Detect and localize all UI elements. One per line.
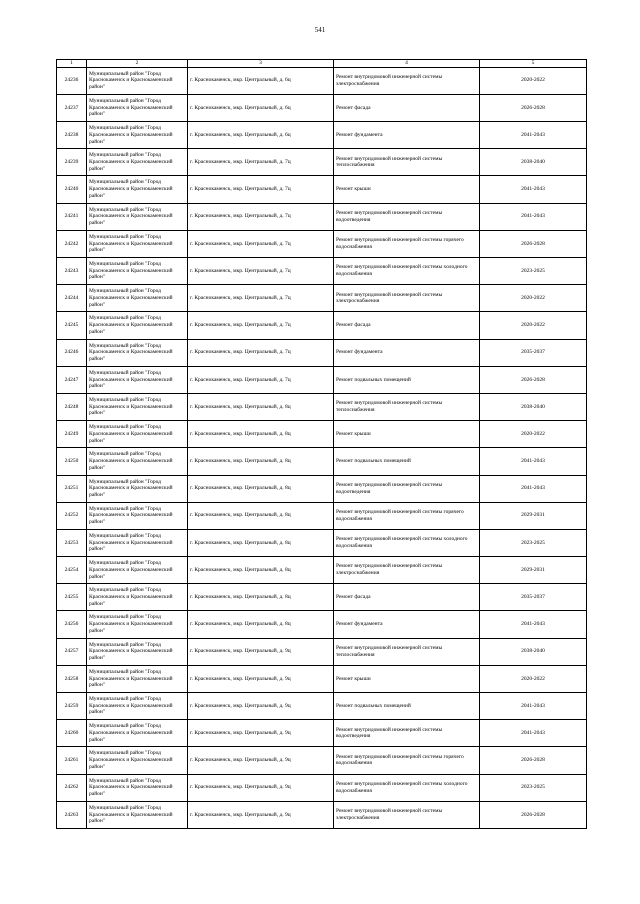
municipality-cell: Муниципальный район "Город Краснокаменск и Краснокаменский район" bbox=[87, 393, 188, 420]
work-type-cell: Ремонт внутридомовой инженерной системы электроснабжения bbox=[334, 557, 480, 584]
address-cell: г. Краснокаменск, мкр. Центральный, д. 7ц bbox=[188, 203, 334, 230]
municipality-cell: Муниципальный район "Город Краснокаменск и Краснокаменский район" bbox=[87, 203, 188, 230]
work-type-cell: Ремонт фасада bbox=[334, 94, 480, 121]
municipality-cell: Муниципальный район "Город Краснокаменск и Краснокаменский район" bbox=[87, 421, 188, 448]
table-row bbox=[57, 312, 587, 339]
row-number: 24254 bbox=[57, 557, 87, 584]
address-cell: г. Краснокаменск, мкр. Центральный, д. 8ц bbox=[188, 529, 334, 556]
municipality-cell: Муниципальный район "Город Краснокаменск и Краснокаменский район" bbox=[87, 693, 188, 720]
work-type-cell: Ремонт фундамента bbox=[334, 122, 480, 149]
row-number: 24242 bbox=[57, 230, 87, 257]
address-cell: г. Краснокаменск, мкр. Центральный, д. 8ц bbox=[188, 448, 334, 475]
work-type-cell: Ремонт внутридомовой инженерной системы горячего водоснабжения bbox=[334, 230, 480, 257]
address-cell: г. Краснокаменск, мкр. Центральный, д. 8ц bbox=[188, 475, 334, 502]
row-number: 24247 bbox=[57, 366, 87, 393]
period-cell: 2041-2043 bbox=[480, 122, 587, 149]
address-cell: г. Краснокаменск, мкр. Центральный, д. 9ц bbox=[188, 747, 334, 774]
address-cell: г. Краснокаменск, мкр. Центральный, д. 8ц bbox=[188, 421, 334, 448]
work-type-cell: Ремонт внутридомовой инженерной системы горячего водоснабжения bbox=[334, 502, 480, 529]
table-row bbox=[57, 366, 587, 393]
municipality-cell: Муниципальный район "Город Краснокаменск и Краснокаменский район" bbox=[87, 557, 188, 584]
work-type-cell: Ремонт крыши bbox=[334, 665, 480, 692]
period-cell: 2026-2028 bbox=[480, 747, 587, 774]
period-cell: 2020-2022 bbox=[480, 67, 587, 94]
row-number: 24251 bbox=[57, 475, 87, 502]
address-cell: г. Краснокаменск, мкр. Центральный, д. 9ц bbox=[188, 774, 334, 801]
row-number: 24246 bbox=[57, 339, 87, 366]
period-cell: 2026-2028 bbox=[480, 366, 587, 393]
work-type-cell: Ремонт внутридомовой инженерной системы теплоснабжения bbox=[334, 393, 480, 420]
period-cell: 2038-2040 bbox=[480, 149, 587, 176]
table-row bbox=[57, 285, 587, 312]
row-number: 24258 bbox=[57, 665, 87, 692]
work-type-cell: Ремонт внутридомовой инженерной системы теплоснабжения bbox=[334, 149, 480, 176]
address-cell: г. Краснокаменск, мкр. Центральный, д. 8ц bbox=[188, 584, 334, 611]
column-header: 4 bbox=[334, 60, 480, 68]
work-type-cell: Ремонт внутридомовой инженерной системы электроснабжения bbox=[334, 801, 480, 828]
address-cell: г. Краснокаменск, мкр. Центральный, д. 7ц bbox=[188, 230, 334, 257]
period-cell: 2029-2031 bbox=[480, 557, 587, 584]
period-cell: 2020-2022 bbox=[480, 312, 587, 339]
period-cell: 2035-2037 bbox=[480, 339, 587, 366]
municipality-cell: Муниципальный район "Город Краснокаменск и Краснокаменский район" bbox=[87, 339, 188, 366]
period-cell: 2020-2022 bbox=[480, 421, 587, 448]
municipality-cell: Муниципальный район "Город Краснокаменск и Краснокаменский район" bbox=[87, 720, 188, 747]
table-row bbox=[57, 774, 587, 801]
table-row bbox=[57, 203, 587, 230]
row-number: 24263 bbox=[57, 801, 87, 828]
row-number: 24255 bbox=[57, 584, 87, 611]
period-cell: 2029-2031 bbox=[480, 502, 587, 529]
row-number: 24244 bbox=[57, 285, 87, 312]
table-row bbox=[57, 638, 587, 665]
table-row bbox=[57, 149, 587, 176]
municipality-cell: Муниципальный район "Город Краснокаменск и Краснокаменский район" bbox=[87, 801, 188, 828]
row-number: 24253 bbox=[57, 529, 87, 556]
address-cell: г. Краснокаменск, мкр. Центральный, д. 7ц bbox=[188, 366, 334, 393]
work-type-cell: Ремонт внутридомовой инженерной системы водоотведения bbox=[334, 475, 480, 502]
address-cell: г. Краснокаменск, мкр. Центральный, д. 6ц bbox=[188, 122, 334, 149]
work-type-cell: Ремонт внутридомовой инженерной системы холодного водоснабжения bbox=[334, 258, 480, 285]
municipality-cell: Муниципальный район "Город Краснокаменск и Краснокаменский район" bbox=[87, 638, 188, 665]
work-type-cell: Ремонт внутридомовой инженерной системы горячего водоснабжения bbox=[334, 747, 480, 774]
address-cell: г. Краснокаменск, мкр. Центральный, д. 9ц bbox=[188, 720, 334, 747]
column-number-row bbox=[57, 60, 587, 68]
work-type-cell: Ремонт фундамента bbox=[334, 339, 480, 366]
address-cell: г. Краснокаменск, мкр. Центральный, д. 7ц bbox=[188, 176, 334, 203]
work-type-cell: Ремонт внутридомовой инженерной системы электроснабжения bbox=[334, 285, 480, 312]
table-row bbox=[57, 529, 587, 556]
period-cell: 2038-2040 bbox=[480, 393, 587, 420]
row-number: 24260 bbox=[57, 720, 87, 747]
work-type-cell: Ремонт подвальных помещений bbox=[334, 448, 480, 475]
municipality-cell: Муниципальный район "Город Краснокаменск и Краснокаменский район" bbox=[87, 584, 188, 611]
row-number: 24256 bbox=[57, 611, 87, 638]
period-cell: 2023-2025 bbox=[480, 529, 587, 556]
period-cell: 2041-2043 bbox=[480, 693, 587, 720]
work-type-cell: Ремонт подвальных помещений bbox=[334, 366, 480, 393]
period-cell: 2023-2025 bbox=[480, 258, 587, 285]
table-row bbox=[57, 475, 587, 502]
period-cell: 2023-2025 bbox=[480, 774, 587, 801]
table-row bbox=[57, 584, 587, 611]
table-row bbox=[57, 94, 587, 121]
row-number: 24245 bbox=[57, 312, 87, 339]
municipality-cell: Муниципальный район "Город Краснокаменск и Краснокаменский район" bbox=[87, 366, 188, 393]
municipality-cell: Муниципальный район "Город Краснокаменск и Краснокаменский район" bbox=[87, 258, 188, 285]
address-cell: г. Краснокаменск, мкр. Центральный, д. 9ц bbox=[188, 801, 334, 828]
period-cell: 2041-2043 bbox=[480, 611, 587, 638]
period-cell: 2041-2043 bbox=[480, 475, 587, 502]
work-type-cell: Ремонт фундамента bbox=[334, 611, 480, 638]
table-row bbox=[57, 720, 587, 747]
work-type-cell: Ремонт фасада bbox=[334, 584, 480, 611]
table-row bbox=[57, 67, 587, 94]
municipality-cell: Муниципальный район "Город Краснокаменск и Краснокаменский район" bbox=[87, 149, 188, 176]
municipality-cell: Муниципальный район "Город Краснокаменск и Краснокаменский район" bbox=[87, 176, 188, 203]
row-number: 24243 bbox=[57, 258, 87, 285]
period-cell: 2041-2043 bbox=[480, 203, 587, 230]
municipality-cell: Муниципальный район "Город Краснокаменск и Краснокаменский район" bbox=[87, 448, 188, 475]
municipality-cell: Муниципальный район "Город Краснокаменск и Краснокаменский район" bbox=[87, 774, 188, 801]
table-row bbox=[57, 339, 587, 366]
table-row bbox=[57, 393, 587, 420]
work-type-cell: Ремонт фасада bbox=[334, 312, 480, 339]
column-header: 2 bbox=[87, 60, 188, 68]
municipality-cell: Муниципальный район "Город Краснокаменск и Краснокаменский район" bbox=[87, 665, 188, 692]
table-row bbox=[57, 801, 587, 828]
work-type-cell: Ремонт внутридомовой инженерной системы теплоснабжения bbox=[334, 638, 480, 665]
municipality-cell: Муниципальный район "Город Краснокаменск и Краснокаменский район" bbox=[87, 230, 188, 257]
column-header: 5 bbox=[480, 60, 587, 68]
table-row bbox=[57, 665, 587, 692]
row-number: 24259 bbox=[57, 693, 87, 720]
row-number: 24262 bbox=[57, 774, 87, 801]
period-cell: 2020-2022 bbox=[480, 665, 587, 692]
work-type-cell: Ремонт крыши bbox=[334, 176, 480, 203]
table-row bbox=[57, 230, 587, 257]
municipality-cell: Муниципальный район "Город Краснокаменск и Краснокаменский район" bbox=[87, 747, 188, 774]
municipality-cell: Муниципальный район "Город Краснокаменск и Краснокаменский район" bbox=[87, 502, 188, 529]
row-number: 24250 bbox=[57, 448, 87, 475]
municipality-cell: Муниципальный район "Город Краснокаменск и Краснокаменский район" bbox=[87, 285, 188, 312]
table-row bbox=[57, 693, 587, 720]
table-row bbox=[57, 747, 587, 774]
municipality-cell: Муниципальный район "Город Краснокаменск и Краснокаменский район" bbox=[87, 312, 188, 339]
municipality-cell: Муниципальный район "Город Краснокаменск и Краснокаменский район" bbox=[87, 122, 188, 149]
municipality-cell: Муниципальный район "Город Краснокаменск и Краснокаменский район" bbox=[87, 475, 188, 502]
address-cell: г. Краснокаменск, мкр. Центральный, д. 8ц bbox=[188, 393, 334, 420]
table-row bbox=[57, 448, 587, 475]
table-row bbox=[57, 421, 587, 448]
work-type-cell: Ремонт крыши bbox=[334, 421, 480, 448]
row-number: 24240 bbox=[57, 176, 87, 203]
address-cell: г. Краснокаменск, мкр. Центральный, д. 9ц bbox=[188, 638, 334, 665]
registry-table bbox=[56, 59, 587, 829]
column-header: 1 bbox=[57, 60, 87, 68]
address-cell: г. Краснокаменск, мкр. Центральный, д. 8ц bbox=[188, 611, 334, 638]
address-cell: г. Краснокаменск, мкр. Центральный, д. 6ц bbox=[188, 67, 334, 94]
address-cell: г. Краснокаменск, мкр. Центральный, д. 9ц bbox=[188, 665, 334, 692]
table-body bbox=[57, 67, 587, 828]
work-type-cell: Ремонт внутридомовой инженерной системы электроснабжения bbox=[334, 67, 480, 94]
municipality-cell: Муниципальный район "Город Краснокаменск и Краснокаменский район" bbox=[87, 529, 188, 556]
work-type-cell: Ремонт внутридомовой инженерной системы водоотведения bbox=[334, 720, 480, 747]
address-cell: г. Краснокаменск, мкр. Центральный, д. 7ц bbox=[188, 285, 334, 312]
column-header: 3 bbox=[188, 60, 334, 68]
period-cell: 2041-2043 bbox=[480, 720, 587, 747]
row-number: 24238 bbox=[57, 122, 87, 149]
row-number: 24249 bbox=[57, 421, 87, 448]
table-row bbox=[57, 122, 587, 149]
work-type-cell: Ремонт внутридомовой инженерной системы холодного водоснабжения bbox=[334, 774, 480, 801]
period-cell: 2026-2028 bbox=[480, 801, 587, 828]
table-row bbox=[57, 611, 587, 638]
work-type-cell: Ремонт внутридомовой инженерной системы водоотведения bbox=[334, 203, 480, 230]
address-cell: г. Краснокаменск, мкр. Центральный, д. 8ц bbox=[188, 557, 334, 584]
row-number: 24241 bbox=[57, 203, 87, 230]
work-type-cell: Ремонт внутридомовой инженерной системы холодного водоснабжения bbox=[334, 529, 480, 556]
address-cell: г. Краснокаменск, мкр. Центральный, д. 7ц bbox=[188, 339, 334, 366]
address-cell: г. Краснокаменск, мкр. Центральный, д. 8ц bbox=[188, 502, 334, 529]
table-row bbox=[57, 176, 587, 203]
period-cell: 2035-2037 bbox=[480, 584, 587, 611]
municipality-cell: Муниципальный район "Город Краснокаменск и Краснокаменский район" bbox=[87, 94, 188, 121]
row-number: 24236 bbox=[57, 67, 87, 94]
table-row bbox=[57, 557, 587, 584]
period-cell: 2041-2043 bbox=[480, 448, 587, 475]
period-cell: 2038-2040 bbox=[480, 638, 587, 665]
row-number: 24252 bbox=[57, 502, 87, 529]
municipality-cell: Муниципальный район "Город Краснокаменск и Краснокаменский район" bbox=[87, 611, 188, 638]
row-number: 24261 bbox=[57, 747, 87, 774]
address-cell: г. Краснокаменск, мкр. Центральный, д. 7ц bbox=[188, 312, 334, 339]
address-cell: г. Краснокаменск, мкр. Центральный, д. 6ц bbox=[188, 94, 334, 121]
period-cell: 2026-2028 bbox=[480, 94, 587, 121]
row-number: 24248 bbox=[57, 393, 87, 420]
municipality-cell: Муниципальный район "Город Краснокаменск и Краснокаменский район" bbox=[87, 67, 188, 94]
row-number: 24239 bbox=[57, 149, 87, 176]
table-row bbox=[57, 502, 587, 529]
address-cell: г. Краснокаменск, мкр. Центральный, д. 7ц bbox=[188, 149, 334, 176]
address-cell: г. Краснокаменск, мкр. Центральный, д. 9ц bbox=[188, 693, 334, 720]
period-cell: 2020-2022 bbox=[480, 285, 587, 312]
period-cell: 2026-2028 bbox=[480, 230, 587, 257]
row-number: 24237 bbox=[57, 94, 87, 121]
work-type-cell: Ремонт подвальных помещений bbox=[334, 693, 480, 720]
row-number: 24257 bbox=[57, 638, 87, 665]
period-cell: 2041-2043 bbox=[480, 176, 587, 203]
table-row bbox=[57, 258, 587, 285]
address-cell: г. Краснокаменск, мкр. Центральный, д. 7ц bbox=[188, 258, 334, 285]
page-number: 541 bbox=[314, 26, 326, 34]
